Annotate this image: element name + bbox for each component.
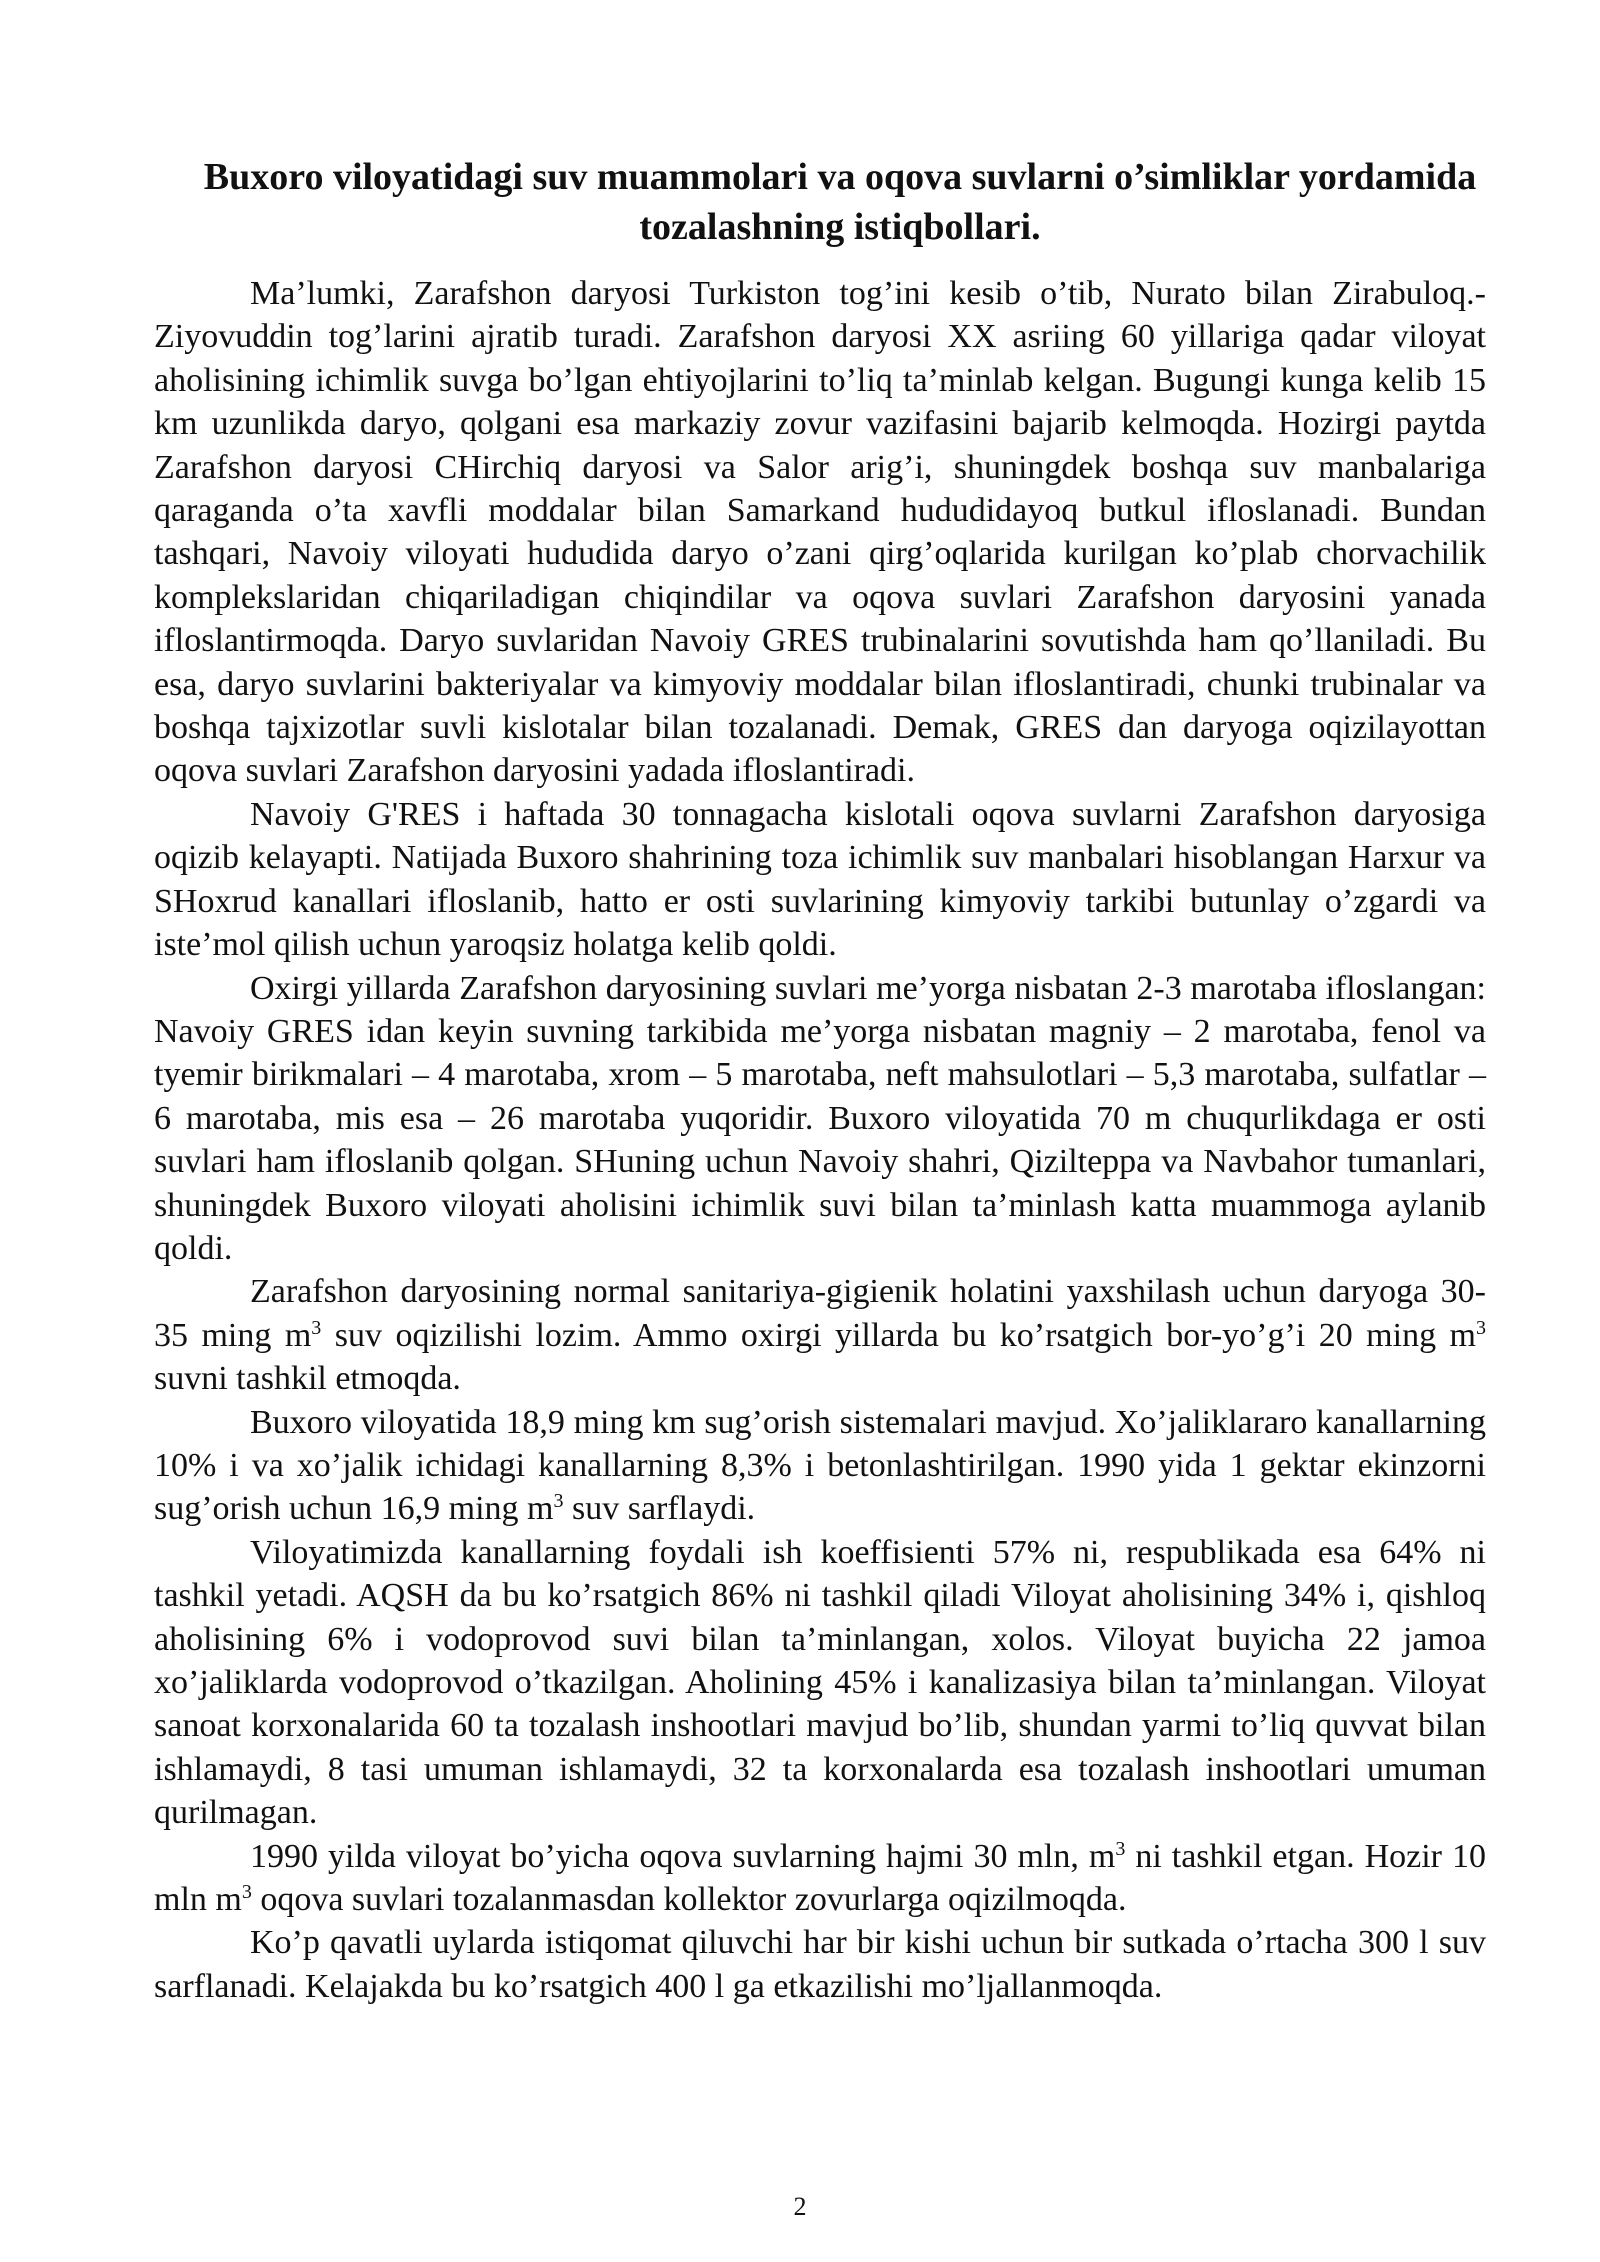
paragraph-7-part-b: ni tashkil etgan. Hozir 10 mln m xyxy=(154,1837,1486,1919)
cubic-superscript: 3 xyxy=(311,1316,322,1339)
paragraph-4 xyxy=(154,1270,1486,1400)
cubic-superscript: 3 xyxy=(1115,1837,1126,1860)
paragraph-5-part-b: suv sarflaydi. xyxy=(563,1490,756,1528)
cubic-superscript: 3 xyxy=(553,1490,564,1513)
document-body xyxy=(154,272,1486,2008)
paragraph-6: Viloyatimizda kanallarning foydali ish koeffisienti 57% ni, respublikada esa 64% ni tashkil yetadi. AQSH da bu ko’rsatgich 86% ni tashkil qiladi Viloyat aholisining 34% i, qishloq aholisining 6% i vodoprovod suvi bilan ta’minlangan, xolos. Viloyat buyicha 22 jamoa xo’jaliklarda vodoprovod o’tkazilgan. Aholining 45% i kanalizasiya bilan ta’minlangan. Viloyat sanoat korxonalarida 60 ta tozalash inshootlari mavjud bo’lib, shundan yarmi to’liq quvvat bilan ishlamaydi, 8 tasi umuman ishlamaydi, 32 ta korxonalarda esa tozalash inshootlari umuman qurilmagan. xyxy=(154,1533,1486,1832)
paragraph-5-part-a: Buxoro viloyatida 18,9 ming km sug’orish sistemalari mavjud. Xo’jaliklararo kanallarning 10% i va xo’jalik ichidagi kanallarning 8,3% i betonlashtirilgan. 1990 yida 1 gektar ekinzorni sug’orish uchun 16,9 ming m xyxy=(154,1403,1486,1528)
page-number: 2 xyxy=(793,2192,807,2221)
paragraph-4-part-c: suvni tashkil etmoqda. xyxy=(154,1360,461,1398)
paragraph-7-part-c: oqova suvlari tozalanmasdan kollektor zovurlarga oqizilmoqda. xyxy=(251,1881,1127,1919)
cubic-superscript: 3 xyxy=(241,1881,252,1904)
paragraph-8: Ko’p qavatli uylarda istiqomat qiluvchi har bir kishi uchun bir sutkada o’rtacha 300 l suv sarflanadi. Kelajakda bu ko’rsatgich 400 l ga etkazilishi mo’ljallanmoqda. xyxy=(154,1924,1486,2005)
paragraph-3: Oxirgi yillarda Zarafshon daryosining suvlari me’yorga nisbatan 2-3 marotaba ifloslangan: Navoiy GRES idan keyin suvning tarkibida me’yorga nisbatan magniy – 2 marotaba, fenol va tyemir birikmalari – 4 marotaba, xrom – 5 marotaba, neft mahsulotlari – 5,3 marotaba, sulfatlar – 6 marotaba, mis esa – 26 marotaba yuqoridir. Buxoro viloyatida 70 m chuqurlikdaga er osti suvlari ham ifloslanib qolgan. SHuning uchun Navoiy shahri, Qiziltеppa va Navbahor tumanlari, shuningdek Buxoro viloyati aholisini ichimlik suvi bilan ta’minlash katta muammoga aylanib qoldi. xyxy=(154,969,1486,1267)
paragraph-2: Navoiy G'RES i haftada 30 tonnagacha kislotali oqova suvlarni Zarafshon daryosiga oqizib kelayapti. Natijada Buxoro shahrining toza ichimlik suv manbalari hisoblangan Harxur va SHoxrud kanallari ifloslanib, hatto er osti suvlarining kimyoviy tarkibi butunlay o’zgardi va iste’mol qilish uchun yaroqsiz holatga kelib qoldi. xyxy=(154,795,1486,964)
paragraph-4-part-a: Zarafshon daryosining normal sanitariya-gigienik holatini yaxshilash uchun daryoga 30-35 ming m xyxy=(154,1273,1486,1354)
document-title: Buxoro viloyatidagi suv muammolari va oqova suvlarni o’simliklar yordamida tozalashning istiqbollari. xyxy=(203,156,1477,248)
cubic-superscript: 3 xyxy=(1476,1316,1486,1339)
paragraph-1: Ma’lumki, Zarafshon daryosi Turkiston tog’ini kesib o’tib, Nurato bilan Zirabuloq.-Ziyovuddin tog’larini ajratib turadi. Zarafshon daryosi XX asriing 60 yillariga qadar viloyat aholisining ichimlik suvga bo’lgan ehtiyojlarini to’liq ta’minlab kelgan. Bugungi kunga kelib 15 km uzunlikda daryo, qolgani esa markaziy zovur vazifasini bajarib kelmoqda. Hozirgi paytda Zarafshon daryosi CHirchiq daryosi va Salor arig’i, shuningdek boshqa suv manbalariga qaraganda o’ta xavfli moddalar bilan Samarkand hududidayoq butkul ifloslanadi. Bundan tashqari, Navoiy viloyati hududida daryo o’zani qirg’oqlarida kurilgan ko’plab chorvachilik komplekslaridan chiqariladigan chiqindilar va oqova suvlari Zarafshon daryosini yanada ifloslantirmoqda. Daryo suvlaridan Navoiy GRES trubinalarini sovutishda ham qo’llaniladi. Bu esa, daryo suvlarini bakteriyalar va kimyoviy moddalar bilan ifloslantiradi, chunki trubinalar va boshqa tajxizotlar suvli kislotalar bilan tozalanadi. Demak, GRES dan daryoga oqizilayottan oqova suvlari Zarafshon daryosini yadada ifloslantiradi. xyxy=(154,275,1486,790)
paragraph-7 xyxy=(154,1835,1486,1922)
paragraph-7-part-a: 1990 yilda viloyat bo’yicha oqova suvlarning hajmi 30 mln, m xyxy=(250,1837,1116,1875)
paragraph-5 xyxy=(154,1401,1486,1531)
paragraph-4-part-b: suv oqizilishi lozim. Ammo oxirgi yillarda bu ko’rsatgich bor-yo’g’i 20 ming m xyxy=(321,1316,1476,1354)
